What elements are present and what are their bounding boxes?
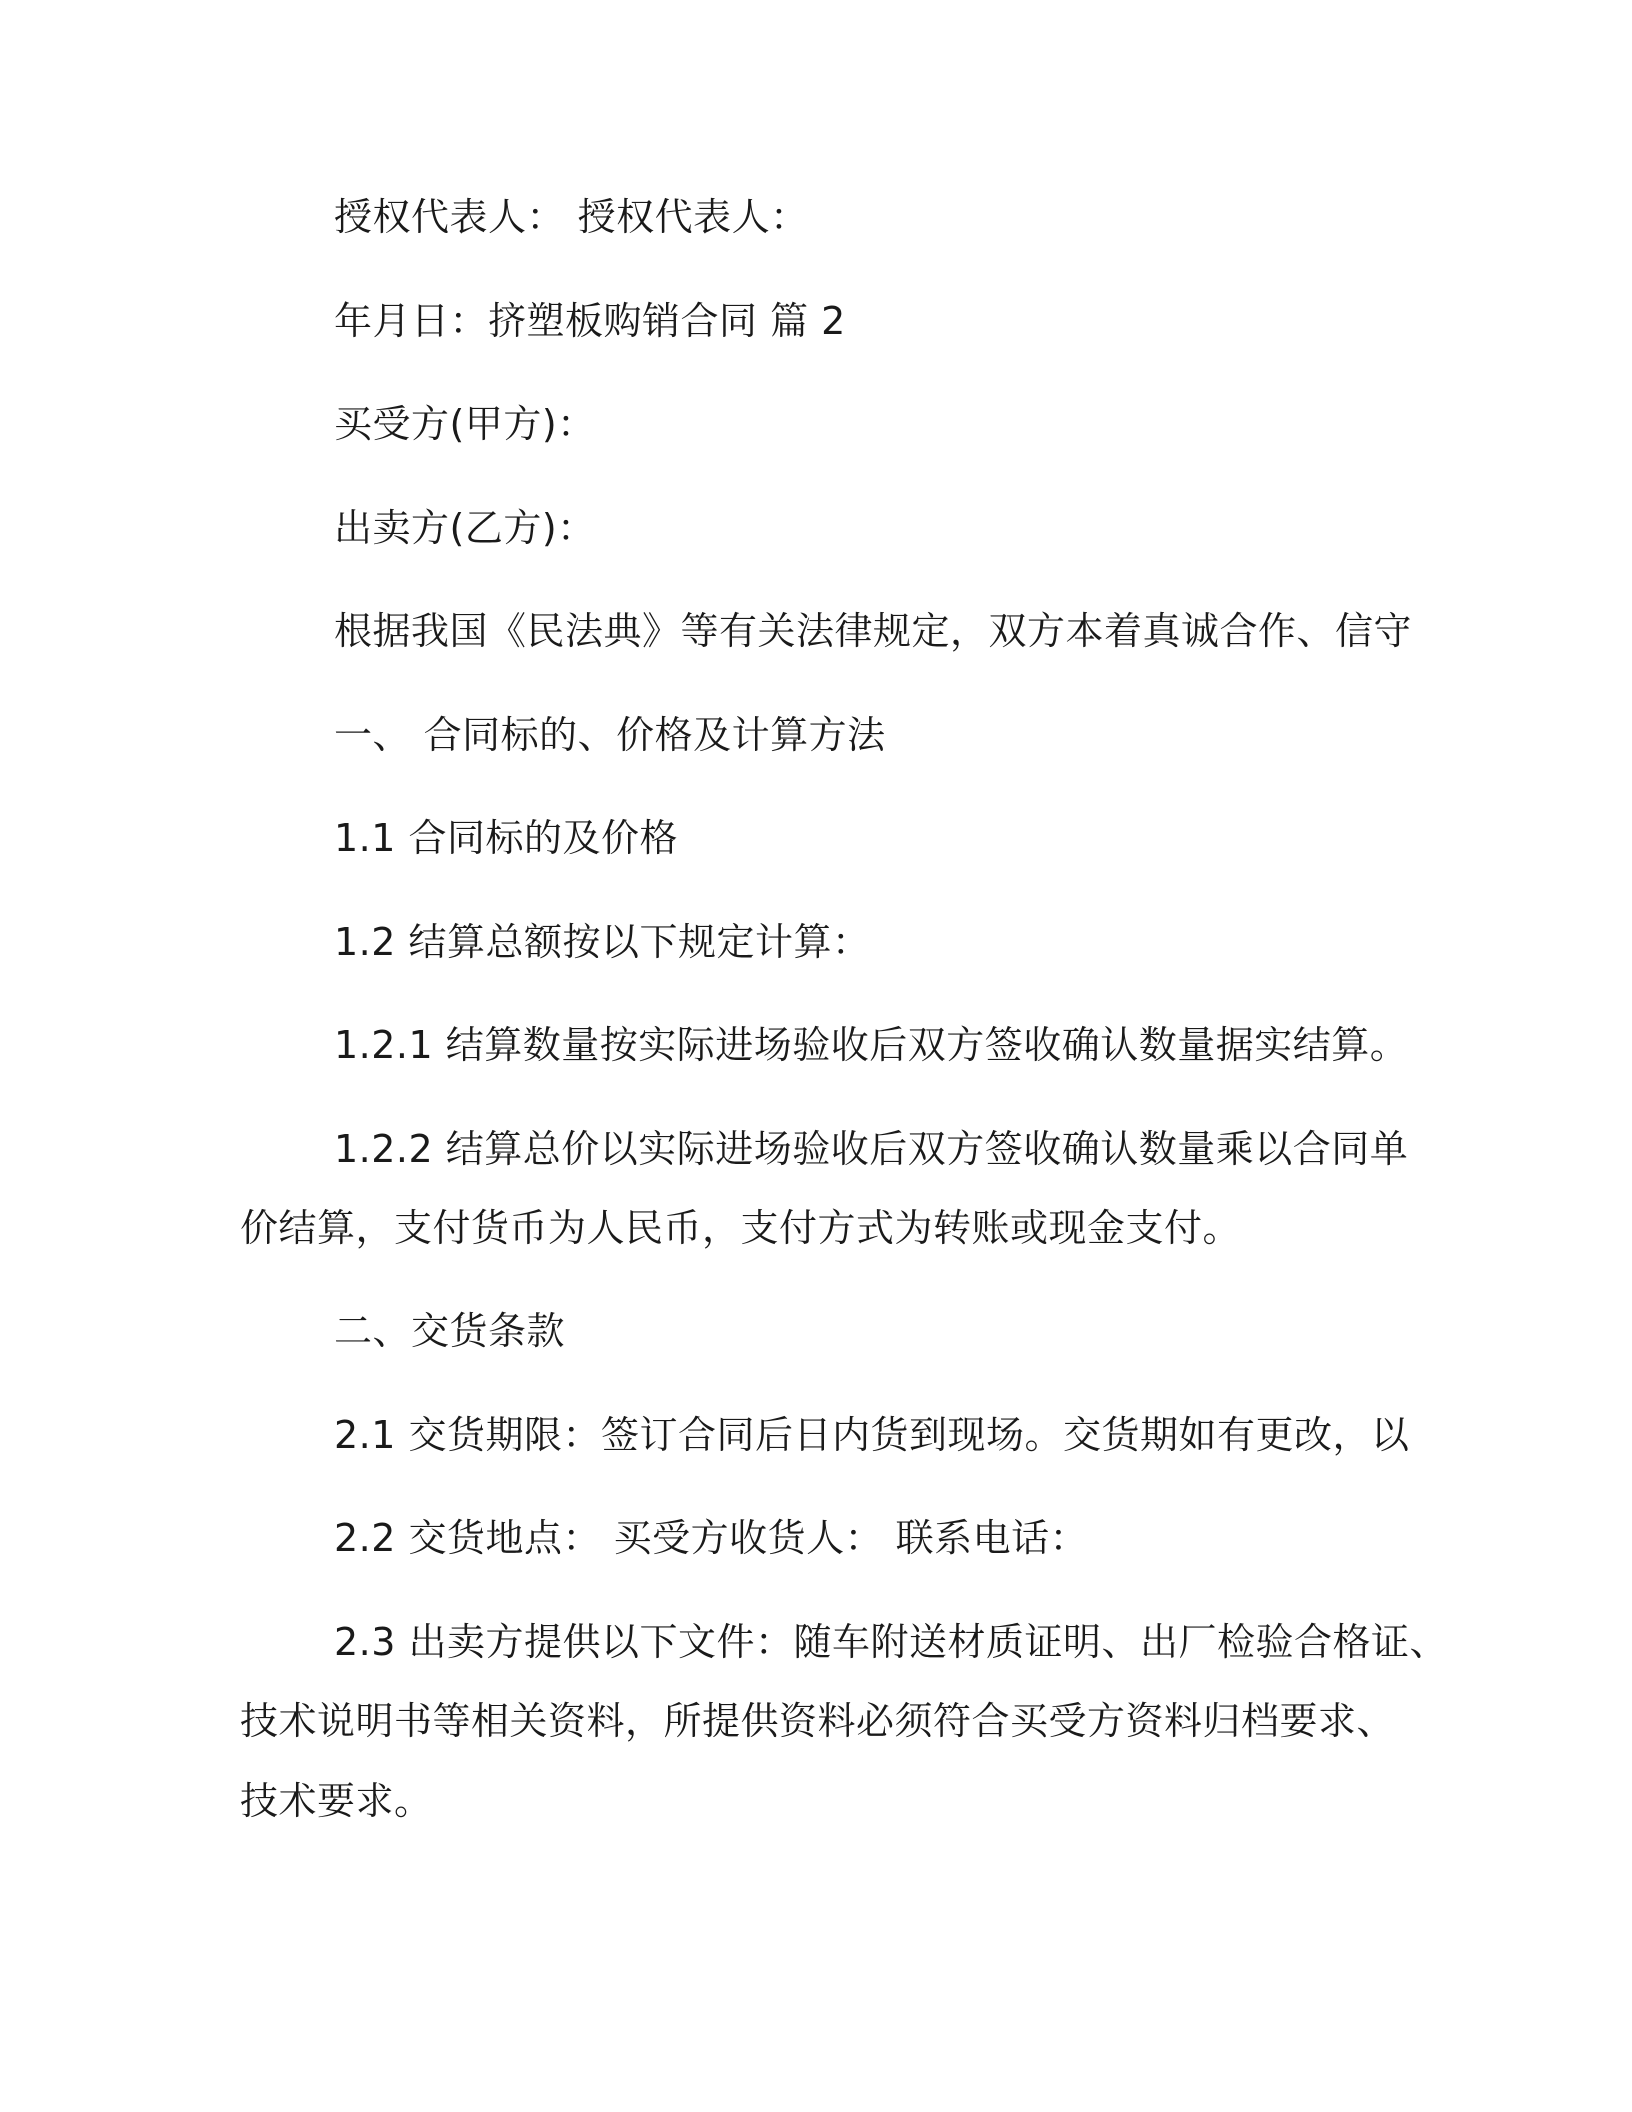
- clause-1-1: 1.1 合同标的及价格: [334, 816, 679, 860]
- signatory-line: 授权代表人： 授权代表人：: [334, 195, 809, 239]
- preamble-line: 根据我国《民法典》等有关法律规定，双方本着真诚合作、信守: [334, 609, 1413, 653]
- date-title-line: 年月日：挤塑板购销合同 篇 2: [334, 299, 846, 343]
- clause-2-3-continued-1: 技术说明书等相关资料，所提供资料必须符合买受方资料归档要求、: [240, 1699, 1396, 1743]
- buyer-line: 买受方(甲方)：: [334, 402, 596, 446]
- clause-1-2-1: 1.2.1 结算数量按实际进场验收后双方签收确认数量据实结算。: [334, 1023, 1409, 1067]
- clause-1-2-2-continued: 价结算，支付货币为人民币，支付方式为转账或现金支付。: [240, 1206, 1242, 1250]
- section-heading-1: 一、 合同标的、价格及计算方法: [334, 713, 886, 757]
- clause-2-2: 2.2 交货地点： 买受方收货人： 联系电话：: [334, 1516, 1089, 1560]
- clause-1-2: 1.2 结算总额按以下规定计算：: [334, 920, 871, 964]
- section-heading-2: 二、交货条款: [334, 1309, 566, 1353]
- seller-line: 出卖方(乙方)：: [334, 506, 596, 550]
- clause-2-3: 2.3 出卖方提供以下文件：随车附送材质证明、出厂检验合格证、: [334, 1620, 1449, 1664]
- clause-2-1: 2.1 交货期限：签订合同后日内货到现场。交货期如有更改，以: [334, 1413, 1410, 1457]
- clause-2-3-continued-2: 技术要求。: [240, 1779, 433, 1823]
- clause-1-2-2: 1.2.2 结算总价以实际进场验收后双方签收确认数量乘以合同单: [334, 1127, 1409, 1171]
